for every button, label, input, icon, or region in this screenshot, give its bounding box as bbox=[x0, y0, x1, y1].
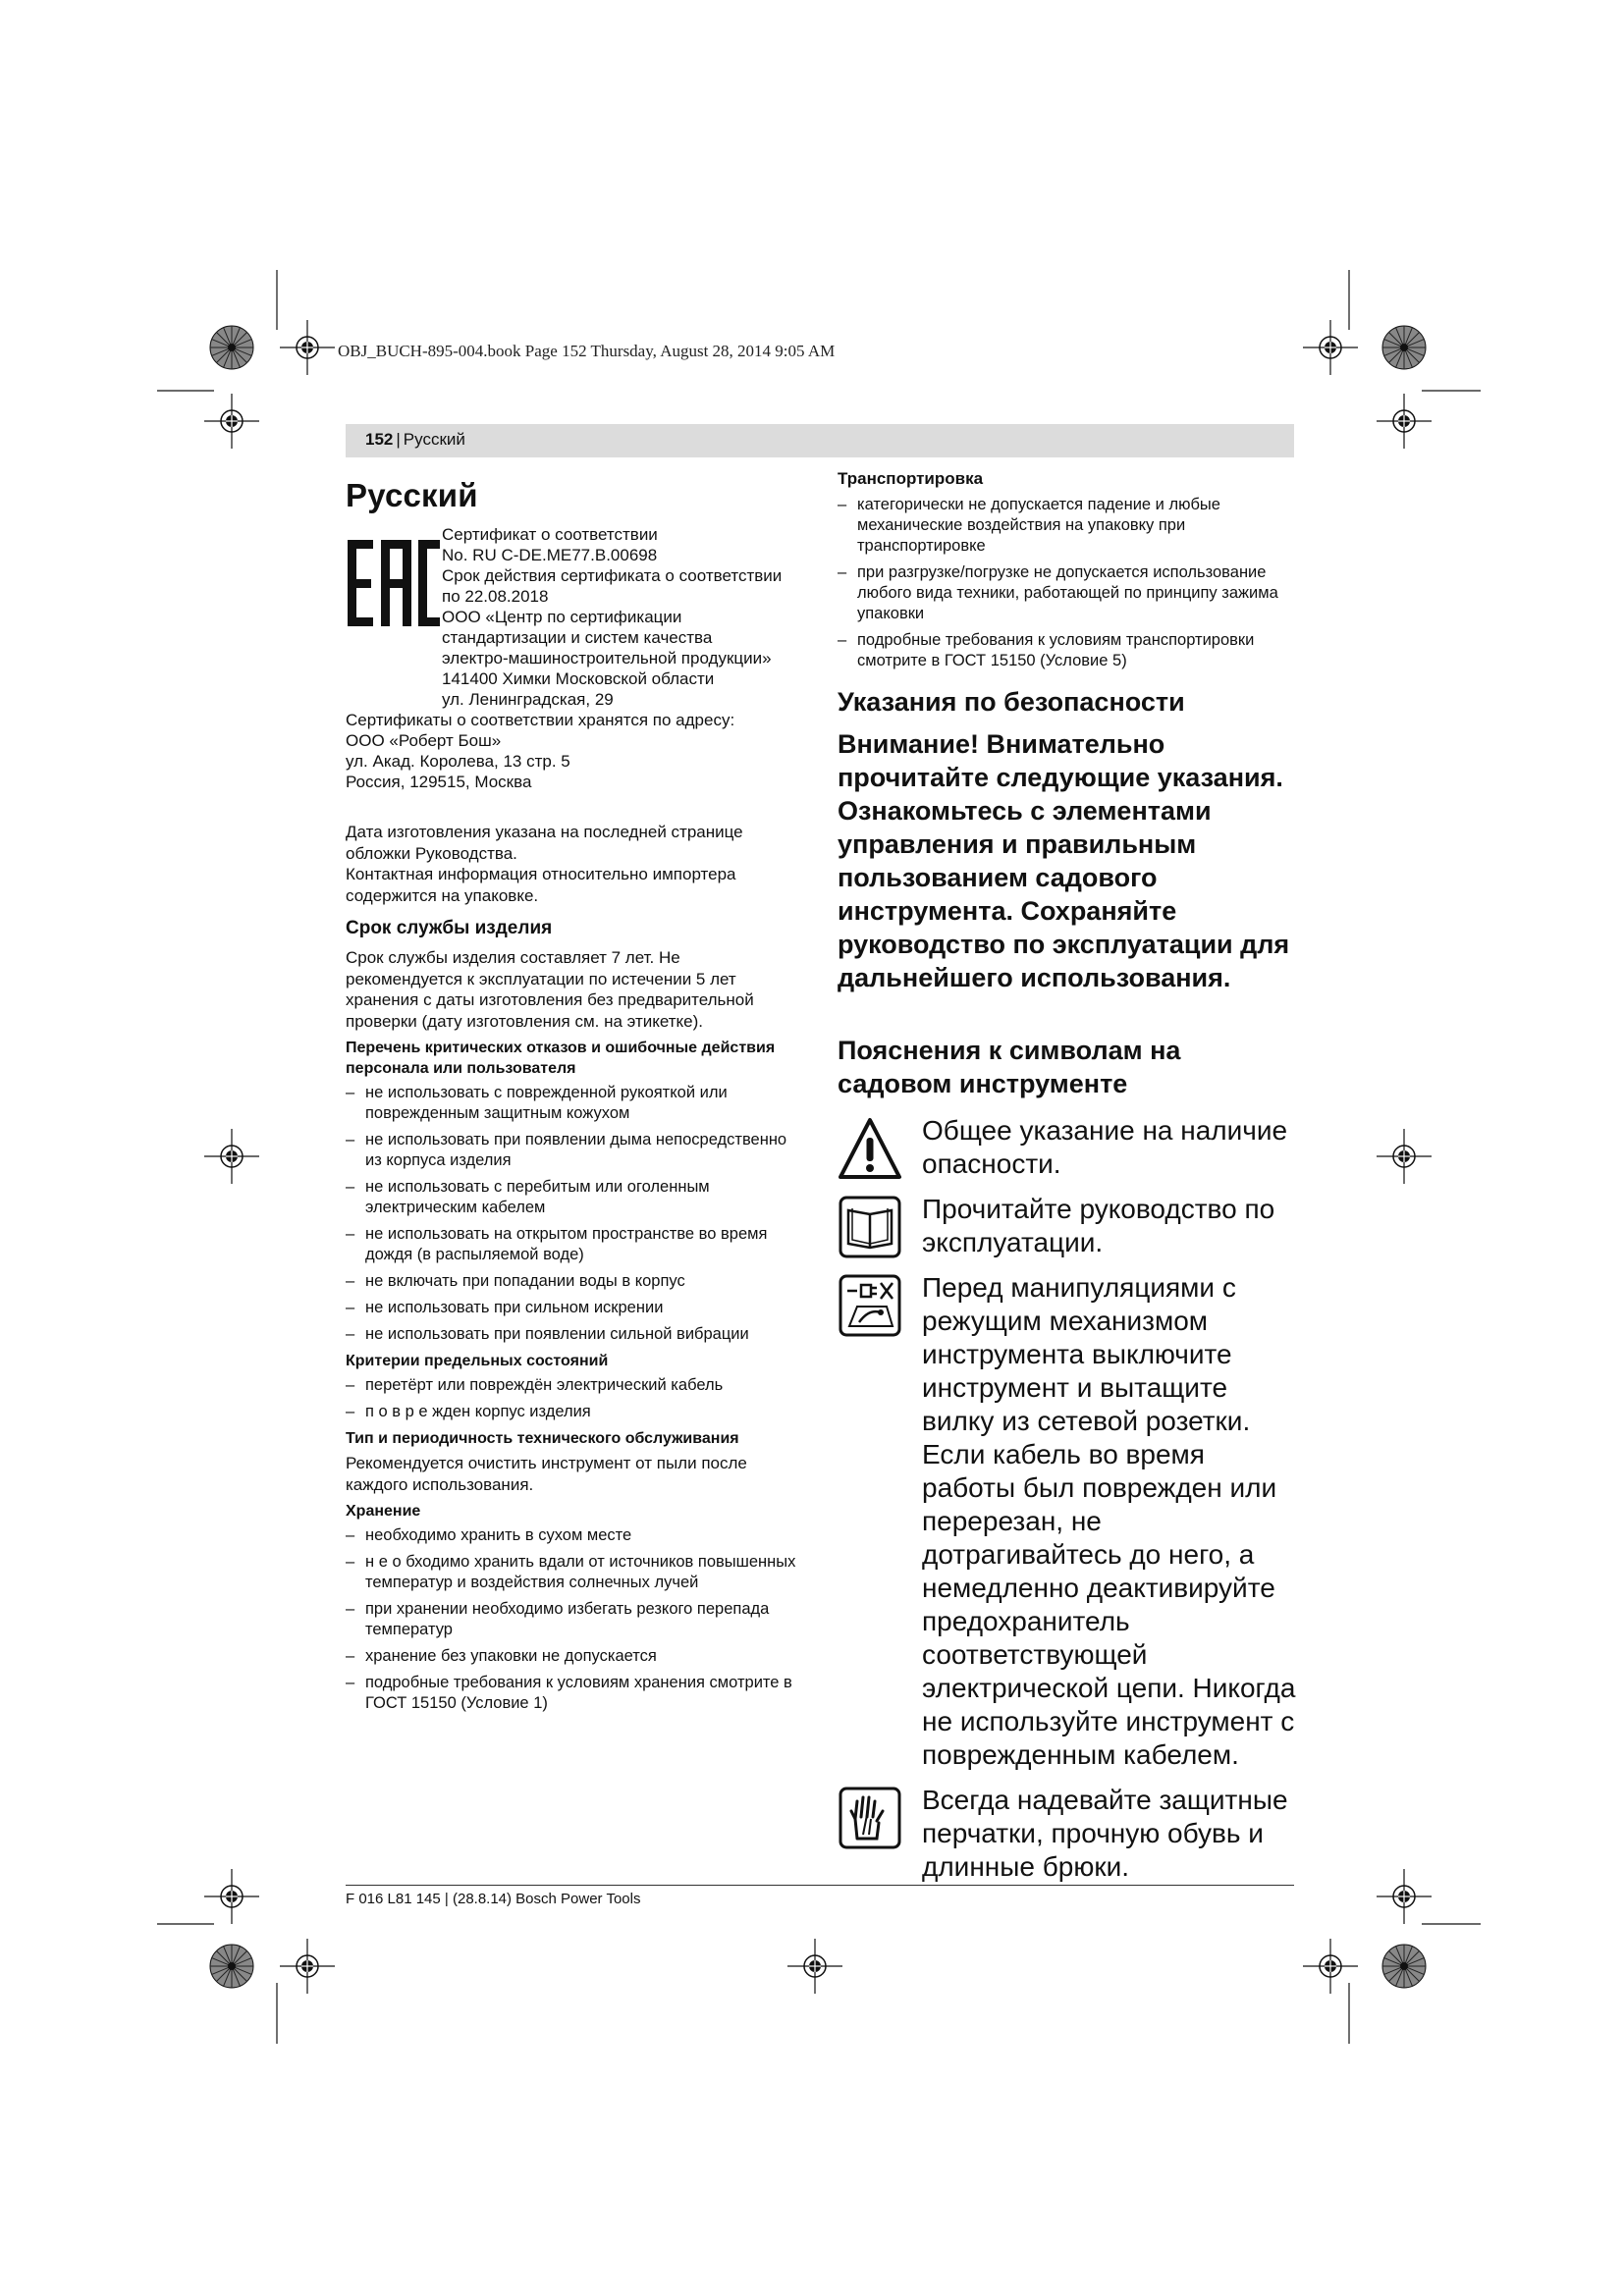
transport-list bbox=[838, 495, 1299, 671]
list-item: – хранение без упаковки не допускается bbox=[346, 1646, 799, 1667]
symbol-item bbox=[838, 1271, 1299, 1772]
service-life-heading: Срок службы изделия bbox=[346, 918, 553, 938]
limits-heading: Критерии предельных состояний bbox=[346, 1353, 609, 1369]
certificate-address bbox=[346, 710, 799, 792]
gloves-icon bbox=[838, 1786, 902, 1850]
list-item: – не включать при попадании воды в корпус bbox=[346, 1271, 799, 1292]
failures-list bbox=[346, 1083, 799, 1345]
footer-rule bbox=[346, 1885, 1294, 1886]
storage-list bbox=[346, 1525, 799, 1714]
header-separator: | bbox=[396, 430, 401, 449]
eac-line: Сертификат о соответствии bbox=[442, 525, 658, 544]
eac-line: по 22.08.2018 bbox=[442, 587, 549, 606]
eac-line: 141400 Химки Московской области bbox=[442, 669, 715, 688]
eac-line: ООО «Центр по сертификации bbox=[442, 608, 682, 626]
warning-triangle-icon bbox=[838, 1116, 902, 1181]
manufacture-date-note: Дата изготовления указана на последней странице обложки Руководства. bbox=[346, 823, 743, 863]
list-item: – не использовать при появлении сильной вибрации bbox=[346, 1324, 799, 1345]
cert-line: ООО «Роберт Бош» bbox=[346, 731, 502, 750]
list-item: – при хранении необходимо избегать резкого перепада температур bbox=[346, 1599, 799, 1640]
failures-heading: Перечень критических отказов и ошибочные действия персонала или пользователя bbox=[346, 1040, 776, 1077]
list-item: – не использовать с перебитым или оголенным электрическим кабелем bbox=[346, 1177, 799, 1218]
eac-certificate-text bbox=[442, 524, 782, 710]
symbol-item bbox=[838, 1193, 1299, 1259]
importer-contact-note: Контактная информация относительно импортера содержится на упаковке. bbox=[346, 865, 736, 905]
list-item: – перетёрт или повреждён электрический кабель bbox=[346, 1375, 799, 1396]
symbols-heading: Пояснения к символам на садовом инструменте bbox=[838, 1036, 1181, 1098]
page-number: 152 bbox=[365, 430, 394, 449]
list-item: – не использовать на открытом пространстве во время дождя (в распыляемой воде) bbox=[346, 1224, 799, 1265]
symbol-text: Всегда надевайте защитные перчатки, прочную обувь и длинные брюки. bbox=[922, 1785, 1288, 1882]
safety-heading: Указания по безопасности bbox=[838, 687, 1185, 717]
unplug-before-maintenance-icon bbox=[838, 1273, 902, 1338]
page-title: Русский bbox=[346, 477, 478, 513]
cert-line: ул. Акад. Королева, 13 стр. 5 bbox=[346, 752, 570, 771]
limits-list bbox=[346, 1375, 799, 1422]
eac-line: No. RU C-DE.ME77.B.00698 bbox=[442, 546, 658, 564]
service-life-text: Срок службы изделия составляет 7 лет. Не рекомендуется к эксплуатации по истечении 5 лет хранения с даты изготовления без предварительной проверки (дату изготовления см. на этикетке). bbox=[346, 948, 754, 1031]
maintenance-text: Рекомендуется очистить инструмент от пыли после каждого использования. bbox=[346, 1454, 747, 1494]
list-item: – подробные требования к условиям транспортировки смотрите в ГОСТ 15150 (Условие 5) bbox=[838, 630, 1299, 671]
list-item: – не использовать с поврежденной рукояткой или поврежденным защитным кожухом bbox=[346, 1083, 799, 1124]
storage-heading: Хранение bbox=[346, 1503, 421, 1520]
eac-line: стандартизации и систем качества bbox=[442, 628, 713, 647]
maintenance-heading: Тип и периодичность технического обслуживания bbox=[346, 1430, 739, 1447]
symbol-text: Общее указание на наличие опасности. bbox=[922, 1115, 1288, 1179]
list-item: – при разгрузке/погрузке не допускается использование любого вида техники, работающей по принципу зажима упаковки bbox=[838, 562, 1299, 624]
eac-line: электро-машиностроительной продукции» bbox=[442, 649, 772, 667]
eac-line: Срок действия сертификата о соответствии bbox=[442, 566, 783, 585]
list-item: – п о в р е жден корпус изделия bbox=[346, 1402, 799, 1422]
list-item: – необходимо хранить в сухом месте bbox=[346, 1525, 799, 1546]
safety-warning: Внимание! Внимательно прочитайте следующие указания. Ознакомьтесь с элементами управления и правильным пользованием садового инструмента. Сохраняйте руководство по эксплуатации для дальнейшего использования. bbox=[838, 729, 1290, 992]
list-item: – категорически не допускается падение и любые механические воздействия на упаковку при транспортировке bbox=[838, 495, 1299, 557]
running-header bbox=[346, 424, 1294, 457]
footer: F 016 L81 145 | (28.8.14) Bosch Power Tools bbox=[346, 1891, 641, 1907]
eac-line: ул. Ленинградская, 29 bbox=[442, 690, 614, 709]
list-item: – н е о бходимо хранить вдали от источников повышенных температур и воздействия солнечных лучей bbox=[346, 1552, 799, 1593]
eac-logo bbox=[346, 536, 442, 630]
symbol-text: Прочитайте руководство по эксплуатации. bbox=[922, 1194, 1275, 1257]
symbol-item bbox=[838, 1114, 1299, 1181]
list-item: – не использовать при появлении дыма непосредственно из корпуса изделия bbox=[346, 1130, 799, 1171]
print-slug: OBJ_BUCH-895-004.book Page 152 Thursday, August 28, 2014 9:05 AM bbox=[338, 342, 836, 360]
left-column bbox=[346, 469, 799, 1720]
symbol-text: Перед манипуляциями с режущим механизмом инструмента выключите инструмент и вытащите вилку из сетевой розетки. Если кабель во время работы был поврежден или перерезан, не дотрагивайтесь до него, а немедленно деактивируйте предохранитель соответствующей электрической цепи. Никогда не используйте инструмент с поврежденным кабелем. bbox=[922, 1272, 1296, 1770]
cert-line: Сертификаты о соответствии хранятся по адресу: bbox=[346, 711, 735, 729]
eac-certificate bbox=[346, 524, 799, 710]
cert-line: Россия, 129515, Москва bbox=[346, 773, 532, 791]
read-manual-icon bbox=[838, 1195, 902, 1259]
symbol-item bbox=[838, 1784, 1299, 1884]
transport-heading: Транспортировка bbox=[838, 469, 984, 488]
list-item: – не использовать при сильном искрении bbox=[346, 1298, 799, 1318]
list-item: – подробные требования к условиям хранения смотрите в ГОСТ 15150 (Условие 1) bbox=[346, 1673, 799, 1714]
right-column bbox=[838, 469, 1299, 1896]
header-section: Русский bbox=[403, 430, 465, 449]
